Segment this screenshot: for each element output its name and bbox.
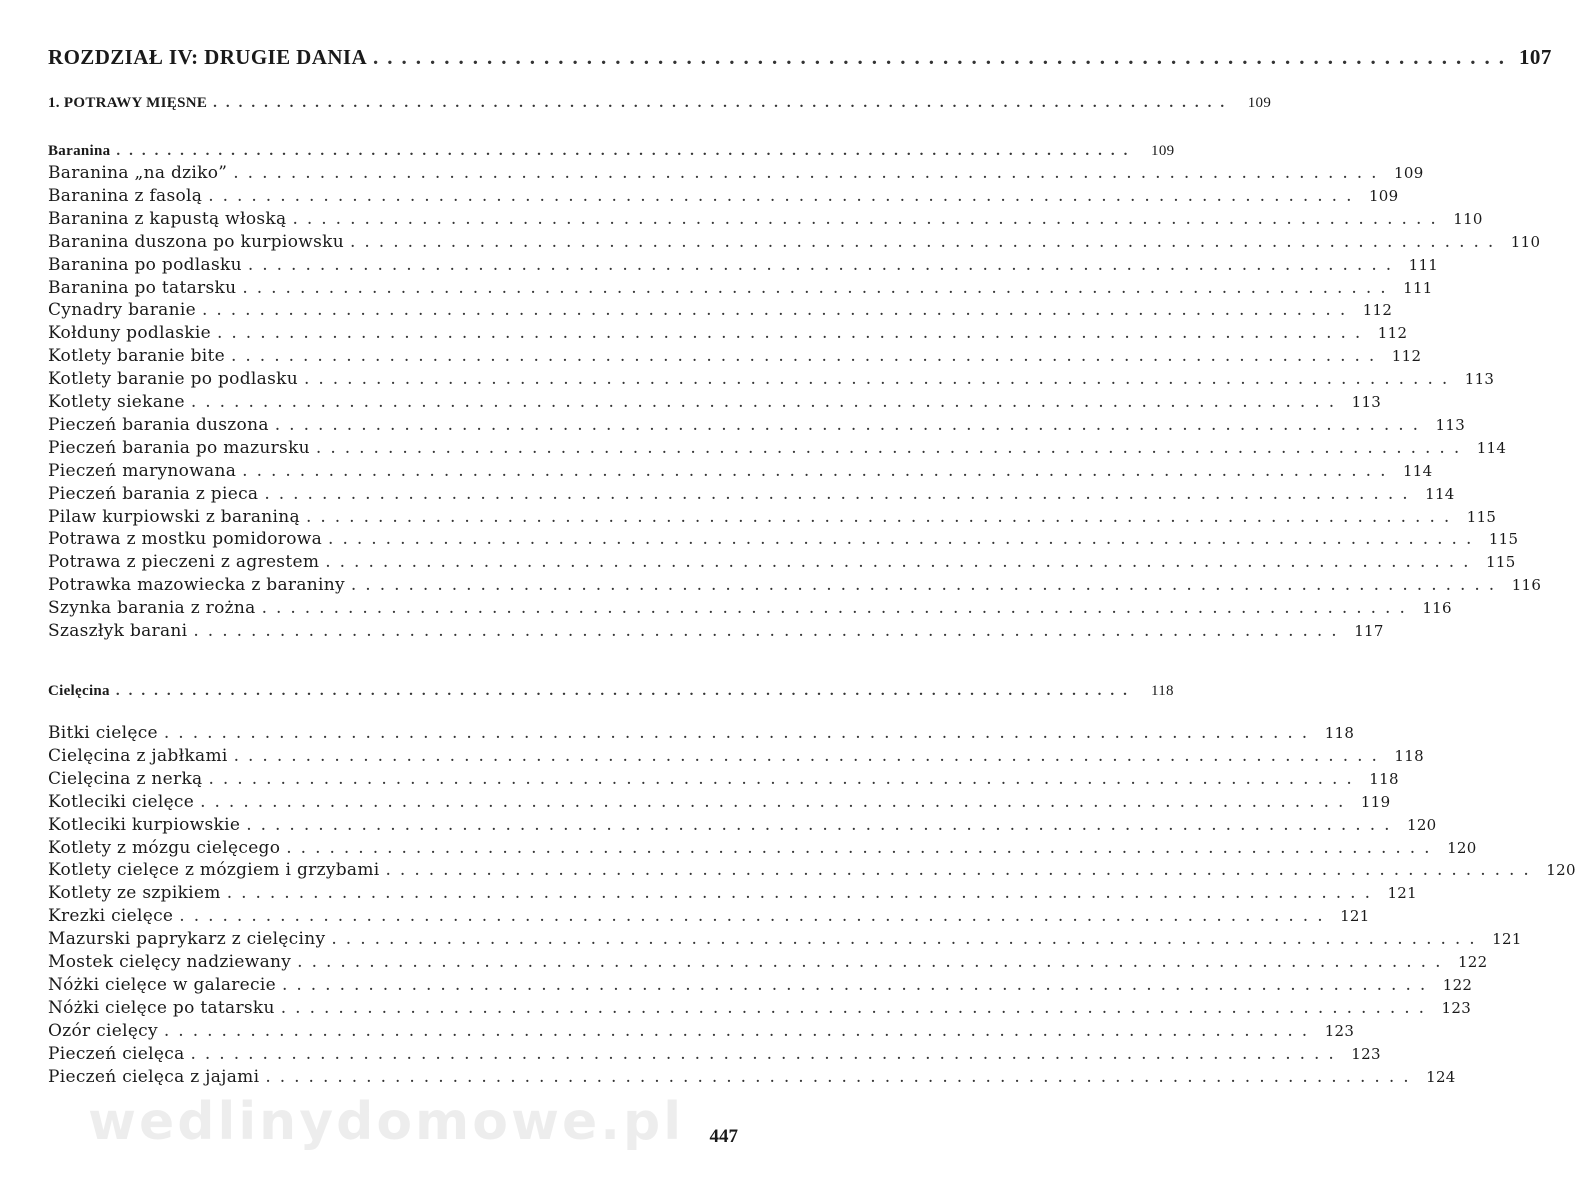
entry-page: 123 xyxy=(1351,1044,1381,1063)
dot-leader: ................................................................................ xyxy=(281,974,1435,995)
dot-leader: ................................................................................ xyxy=(226,883,1379,904)
group-heading xyxy=(48,140,1175,162)
toc-entry xyxy=(48,597,1452,619)
entry-page: 111 xyxy=(1403,278,1433,297)
toc-entry xyxy=(48,882,1417,904)
dot-leader: ................................................................................ xyxy=(242,460,1395,481)
entry-title: Mostek cielęcy nadziewany xyxy=(48,952,292,972)
entry-title: Kotlety baranie bite xyxy=(48,346,225,367)
entry-page: 115 xyxy=(1488,530,1519,549)
entry-page: 113 xyxy=(1435,415,1466,434)
entry-title: Kotlety z mózgu cielęcego xyxy=(48,837,281,858)
toc-entry xyxy=(48,1066,1456,1088)
entry-title: Potrawa z pieczeni z agrestem xyxy=(48,552,320,573)
entry-title: Pieczeń barania duszona xyxy=(48,414,269,435)
dot-leader: ................................................................................ xyxy=(246,814,1399,835)
entry-page: 115 xyxy=(1486,553,1516,572)
entry-title: Bitki cielęce xyxy=(48,723,158,743)
entry-page: 109 xyxy=(1368,186,1399,205)
toc-entry xyxy=(48,483,1455,505)
entry-page: 109 xyxy=(1394,164,1424,182)
entry-page: 120 xyxy=(1546,861,1576,880)
watermark: wedlinydomowe.pl xyxy=(88,1092,685,1152)
toc-entry xyxy=(48,208,1483,230)
entry-title: Cynadry baranie xyxy=(48,300,196,321)
entry-page: 114 xyxy=(1425,484,1455,503)
toc-entry xyxy=(48,620,1384,642)
entry-page: 110 xyxy=(1453,209,1483,228)
toc-entry xyxy=(48,185,1399,207)
entry-page: 122 xyxy=(1442,975,1473,994)
dot-leader: ................................................................................ xyxy=(190,392,1344,412)
toc-entry xyxy=(48,859,1576,881)
dot-leader: ................................................................................ xyxy=(305,506,1459,527)
toc-entry xyxy=(48,997,1472,1019)
dot-leader: ................................................................................ xyxy=(247,254,1401,275)
dot-leader: ................................................................................ xyxy=(179,906,1332,927)
toc-entry xyxy=(48,1020,1355,1042)
section-title: 1. POTRAWY MIĘSNE xyxy=(48,95,208,111)
toc-entry xyxy=(48,277,1433,299)
entry-page: 117 xyxy=(1354,622,1384,640)
dot-leader: ................................................................................ xyxy=(208,185,1361,206)
entry-page: 122 xyxy=(1457,953,1488,971)
dot-leader: ................................................................................ xyxy=(231,346,1384,367)
entry-title: Krezki cielęce xyxy=(48,906,174,927)
entry-page: 111 xyxy=(1408,255,1439,274)
entry-title: Kotlety baranie po podlasku xyxy=(48,369,298,390)
toc-entry xyxy=(48,391,1382,413)
group-page: 109 xyxy=(1151,143,1175,159)
entry-title: Nóżki cielęce w galarecie xyxy=(48,974,276,995)
dot-leader: ................................................................................ xyxy=(233,745,1386,766)
entry-page: 116 xyxy=(1511,576,1542,595)
toc-entry xyxy=(48,299,1393,321)
dot-leader: ................................................................................ xyxy=(292,208,1445,229)
dot-leader: ................................................................................ xyxy=(331,929,1484,950)
dot-leader: ................................................................................ xyxy=(303,369,1457,390)
entry-title: Pieczeń barania z pieca xyxy=(48,483,259,504)
entry-page: 113 xyxy=(1351,393,1382,411)
entry-title: Baranina z kapustą włoską xyxy=(48,208,287,229)
toc-entry xyxy=(48,814,1437,836)
entry-title: Kotlety ze szpikiem xyxy=(48,883,221,904)
entry-title: Baranina po podlasku xyxy=(48,254,242,275)
toc-entry xyxy=(48,745,1424,767)
dot-leader: ................................................................................ xyxy=(201,300,1355,321)
toc-entry xyxy=(48,162,1424,184)
section-heading xyxy=(48,92,1272,114)
entry-title: Szaszłyk barani xyxy=(48,621,188,641)
entry-title: Pieczeń cielęca xyxy=(48,1043,185,1064)
entry-title: Kotlety siekane xyxy=(48,392,185,412)
entry-title: Pieczeń cielęca z jajami xyxy=(48,1066,260,1087)
entry-page: 120 xyxy=(1407,815,1437,834)
chapter-heading xyxy=(48,45,1552,69)
toc-entry xyxy=(48,905,1370,927)
entry-page: 121 xyxy=(1340,907,1370,926)
dot-leader: ................................................................................ xyxy=(115,683,1136,699)
dot-leader: ................................................................................ xyxy=(193,621,1346,641)
entry-title: Pieczeń marynowana xyxy=(48,460,237,481)
entry-title: Baranina „na dziko” xyxy=(48,163,228,183)
dot-leader: ................................................................................ xyxy=(328,529,1481,550)
dot-leader: ................................................................................ xyxy=(261,598,1414,619)
toc-entry xyxy=(48,506,1497,528)
dot-leader: ................................................................................ xyxy=(385,860,1538,881)
dot-leader: ................................................................................ xyxy=(350,575,1504,596)
entry-title: Baranina duszona po kurpiowsku xyxy=(48,231,344,252)
dot-leader: ................................................................................ xyxy=(163,723,1317,743)
entry-title: Baranina z fasolą xyxy=(48,185,203,206)
dot-leader: ................................................................................ xyxy=(216,323,1370,344)
dot-leader: ................................................................................ xyxy=(200,791,1353,812)
dot-leader: ................................................................................ xyxy=(286,837,1439,858)
group-title: Cielęcina xyxy=(48,683,110,699)
group-heading xyxy=(48,680,1174,702)
entry-page: 112 xyxy=(1362,301,1393,320)
toc-entry xyxy=(48,974,1473,996)
group-title: Baranina xyxy=(48,143,111,159)
toc-entry xyxy=(48,414,1466,436)
dot-leader: ................................................................................ xyxy=(265,1066,1418,1087)
toc-entry xyxy=(48,437,1507,459)
toc-entry xyxy=(48,322,1408,344)
entry-title: Kotleciki kurpiowskie xyxy=(48,814,241,835)
entry-title: Mazurski paprykarz z cielęciny xyxy=(48,929,326,950)
page-folio: 447 xyxy=(709,1126,738,1147)
toc-entry xyxy=(48,928,1522,950)
toc-entry xyxy=(48,768,1399,790)
entry-title: Potrawka mazowiecka z baraniny xyxy=(48,575,345,596)
entry-page: 116 xyxy=(1422,599,1452,618)
dot-leader: ................................................................................ xyxy=(242,277,1395,298)
entry-page: 115 xyxy=(1466,507,1497,526)
entry-page: 119 xyxy=(1360,792,1391,811)
entry-page: 124 xyxy=(1426,1067,1456,1086)
entry-page: 113 xyxy=(1464,370,1495,389)
entry-page: 112 xyxy=(1391,347,1422,366)
entry-page: 114 xyxy=(1476,438,1507,457)
entry-title: Potrawa z mostku pomidorowa xyxy=(48,529,323,550)
toc-entry xyxy=(48,254,1439,276)
entry-page: 120 xyxy=(1447,838,1477,857)
toc-entry xyxy=(48,368,1495,390)
dot-leader: ................................................................................ xyxy=(325,552,1478,573)
dot-leader: ................................................................................ xyxy=(163,1020,1317,1041)
group-page: 118 xyxy=(1151,683,1174,699)
dot-leader: ................................................................................ xyxy=(208,768,1361,789)
entry-page: 118 xyxy=(1324,724,1355,742)
toc-entry xyxy=(48,231,1541,253)
dot-leader: ................................................................................ xyxy=(373,45,1514,69)
dot-leader: ................................................................................ xyxy=(264,483,1417,504)
dot-leader: ................................................................................ xyxy=(274,414,1428,435)
toc-entry xyxy=(48,791,1391,813)
toc-entry xyxy=(48,528,1519,550)
entry-page: 123 xyxy=(1441,998,1472,1017)
toc-entry xyxy=(48,722,1355,744)
toc-entry xyxy=(48,551,1516,573)
entry-title: Kotleciki cielęce xyxy=(48,791,195,812)
entry-title: Baranina po tatarsku xyxy=(48,277,237,298)
dot-leader: ................................................................................ xyxy=(349,231,1503,252)
entry-page: 123 xyxy=(1324,1021,1355,1040)
entry-page: 114 xyxy=(1402,461,1433,480)
entry-title: Nóżki cielęce po tatarsku xyxy=(48,997,275,1018)
dot-leader: ................................................................................ xyxy=(116,143,1137,159)
dot-leader: ................................................................................ xyxy=(190,1043,1343,1064)
toc-entry xyxy=(48,1043,1381,1065)
chapter-page: 107 xyxy=(1519,45,1552,69)
entry-page: 118 xyxy=(1394,746,1424,765)
entry-page: 121 xyxy=(1492,930,1522,949)
entry-page: 110 xyxy=(1510,232,1541,251)
toc-entry xyxy=(48,951,1488,973)
entry-title: Cielęcina z nerką xyxy=(48,768,203,789)
section-page: 109 xyxy=(1247,95,1272,111)
entry-title: Szynka barania z rożna xyxy=(48,598,256,619)
dot-leader: ................................................................................ xyxy=(280,997,1434,1018)
entry-title: Pilaw kurpiowski z baraniną xyxy=(48,506,300,527)
entry-title: Kołduny podlaskie xyxy=(48,323,211,344)
dot-leader: ................................................................................ xyxy=(315,437,1469,458)
dot-leader: ................................................................................ xyxy=(213,95,1234,111)
dot-leader: ................................................................................ xyxy=(297,952,1450,972)
entry-title: Pieczeń barania po mazursku xyxy=(48,437,310,458)
entry-page: 112 xyxy=(1377,324,1408,343)
dot-leader: ................................................................................ xyxy=(233,163,1386,183)
toc-entry xyxy=(48,345,1422,367)
entry-title: Cielęcina z jabłkami xyxy=(48,745,228,766)
toc-entry xyxy=(48,837,1477,859)
entry-page: 121 xyxy=(1387,884,1417,903)
entry-title: Ozór cielęcy xyxy=(48,1020,158,1041)
chapter-title: ROZDZIAŁ IV: DRUGIE DANIA xyxy=(48,45,368,69)
toc-entry xyxy=(48,574,1542,596)
entry-page: 118 xyxy=(1369,769,1399,788)
toc-entry xyxy=(48,460,1433,482)
entry-title: Kotlety cielęce z mózgiem i grzybami xyxy=(48,860,380,881)
